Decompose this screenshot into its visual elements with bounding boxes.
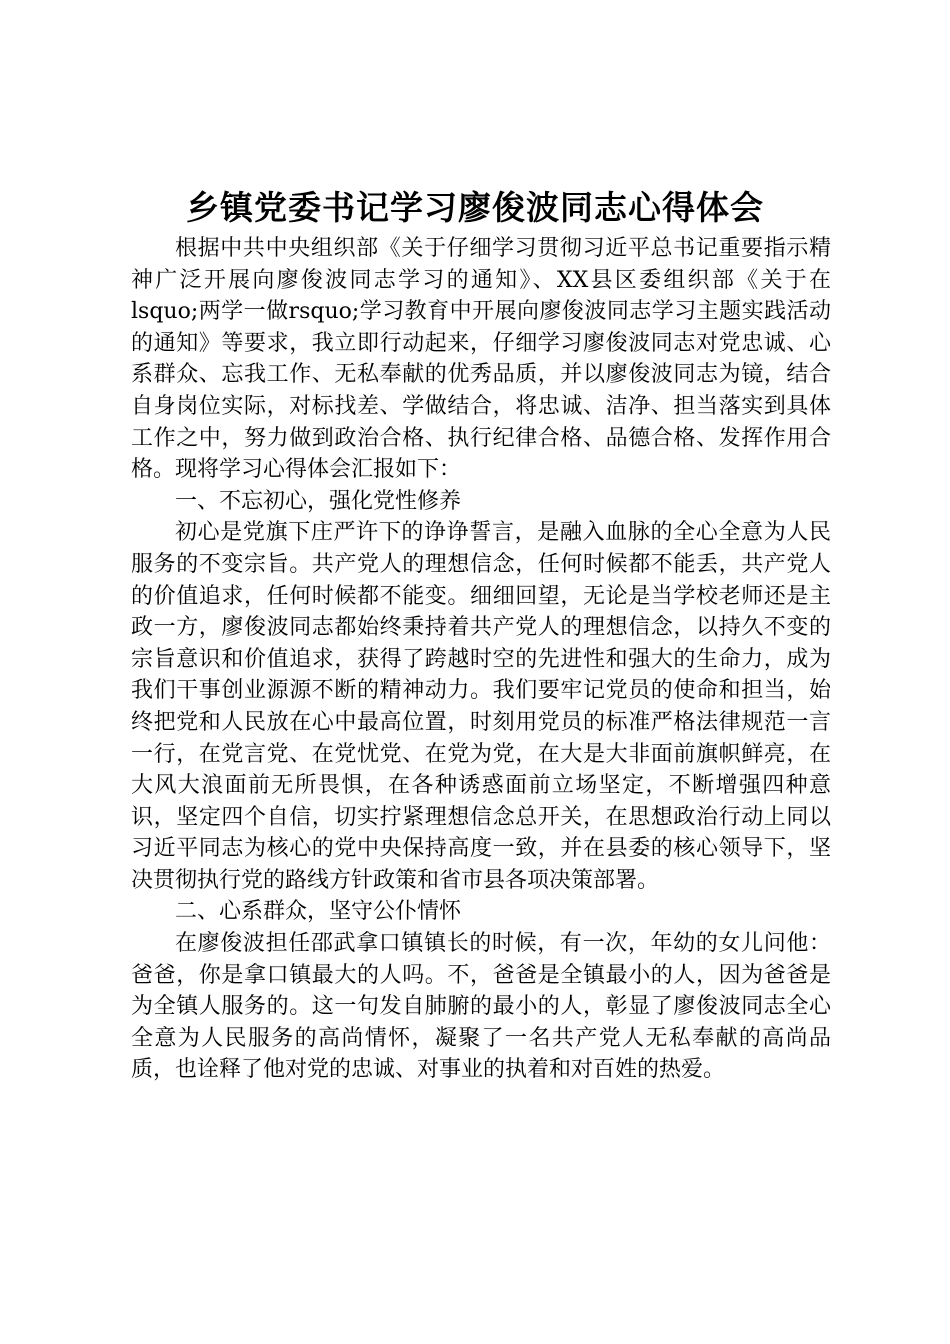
section-2-paragraph: 在廖俊波担任邵武拿口镇镇长的时候，有一次，年幼的女儿问他：爸爸，你是拿口镇最大的人吗。不，爸爸是全镇最小的人，因为爸爸是为全镇人服务的。这一句发自肺腑的最小的人，彰显了廖俊波同志全心全意为人民服务的高尚情怀，凝聚了一名共产党人无私奉献的高尚品质，也诠释了他对党的忠诚、对事业的执着和对百姓的热爱。 <box>131 931 831 1083</box>
document-body <box>131 233 831 1086</box>
section-1-paragraph: 初心是党旗下庄严许下的诤诤誓言，是融入血脉的全心全意为人民服务的不变宗旨。共产党人的理想信念，任何时候都不能丢，共产党人的价值追求，任何时候都不能变。细细回望，无论是当学校老师还是主政一方，廖俊波同志都始终秉持着共产党人的理想信念，以持久不变的宗旨意识和价值追求，获得了跨越时空的先进性和强大的生命力，成为我们干事创业源源不断的精神动力。我们要牢记党员的使命和担当，始终把党和人民放在心中最高位置，时刻用党员的标准严格法律规范一言一行，在党言党、在党忧党、在党为党，在大是大非面前旗帜鲜亮，在大风大浪面前无所畏惧，在各种诱惑面前立场坚定，不断增强四种意识，坚定四个自信，切实拧紧理想信念总开关，在思想政治行动上同以习近平同志为核心的党中央保持高度一致，并在县委的核心领导下，坚决贯彻执行党的路线方针政策和省市县各项决策部署。 <box>131 520 831 893</box>
section-1-heading: 一、不忘初心，强化党性修养 <box>175 488 462 514</box>
document-title: 乡镇党委书记学习廖俊波同志心得体会 <box>186 188 764 227</box>
section-2-heading: 二、心系群众，坚守公仆情怀 <box>175 899 462 925</box>
intro-paragraph: 根据中共中央组织部《关于仔细学习贯彻习近平总书记重要指示精神广泛开展向廖俊波同志学习的通知》、XX县区委组织部《关于在lsquo;两学一做rsquo;学习教育中开展向廖俊波同志学习主题实践活动的通知》等要求，我立即行动起来，仔细学习廖俊波同志对党忠诚、心系群众、忘我工作、无私奉献的优秀品质，并以廖俊波同志为镜，结合自身岗位实际，对标找差、学做结合，将忠诚、洁净、担当落实到具体工作之中，努力做到政治合格、执行纪律合格、品德合格、发挥作用合格。现将学习心得体会汇报如下： <box>131 236 831 483</box>
